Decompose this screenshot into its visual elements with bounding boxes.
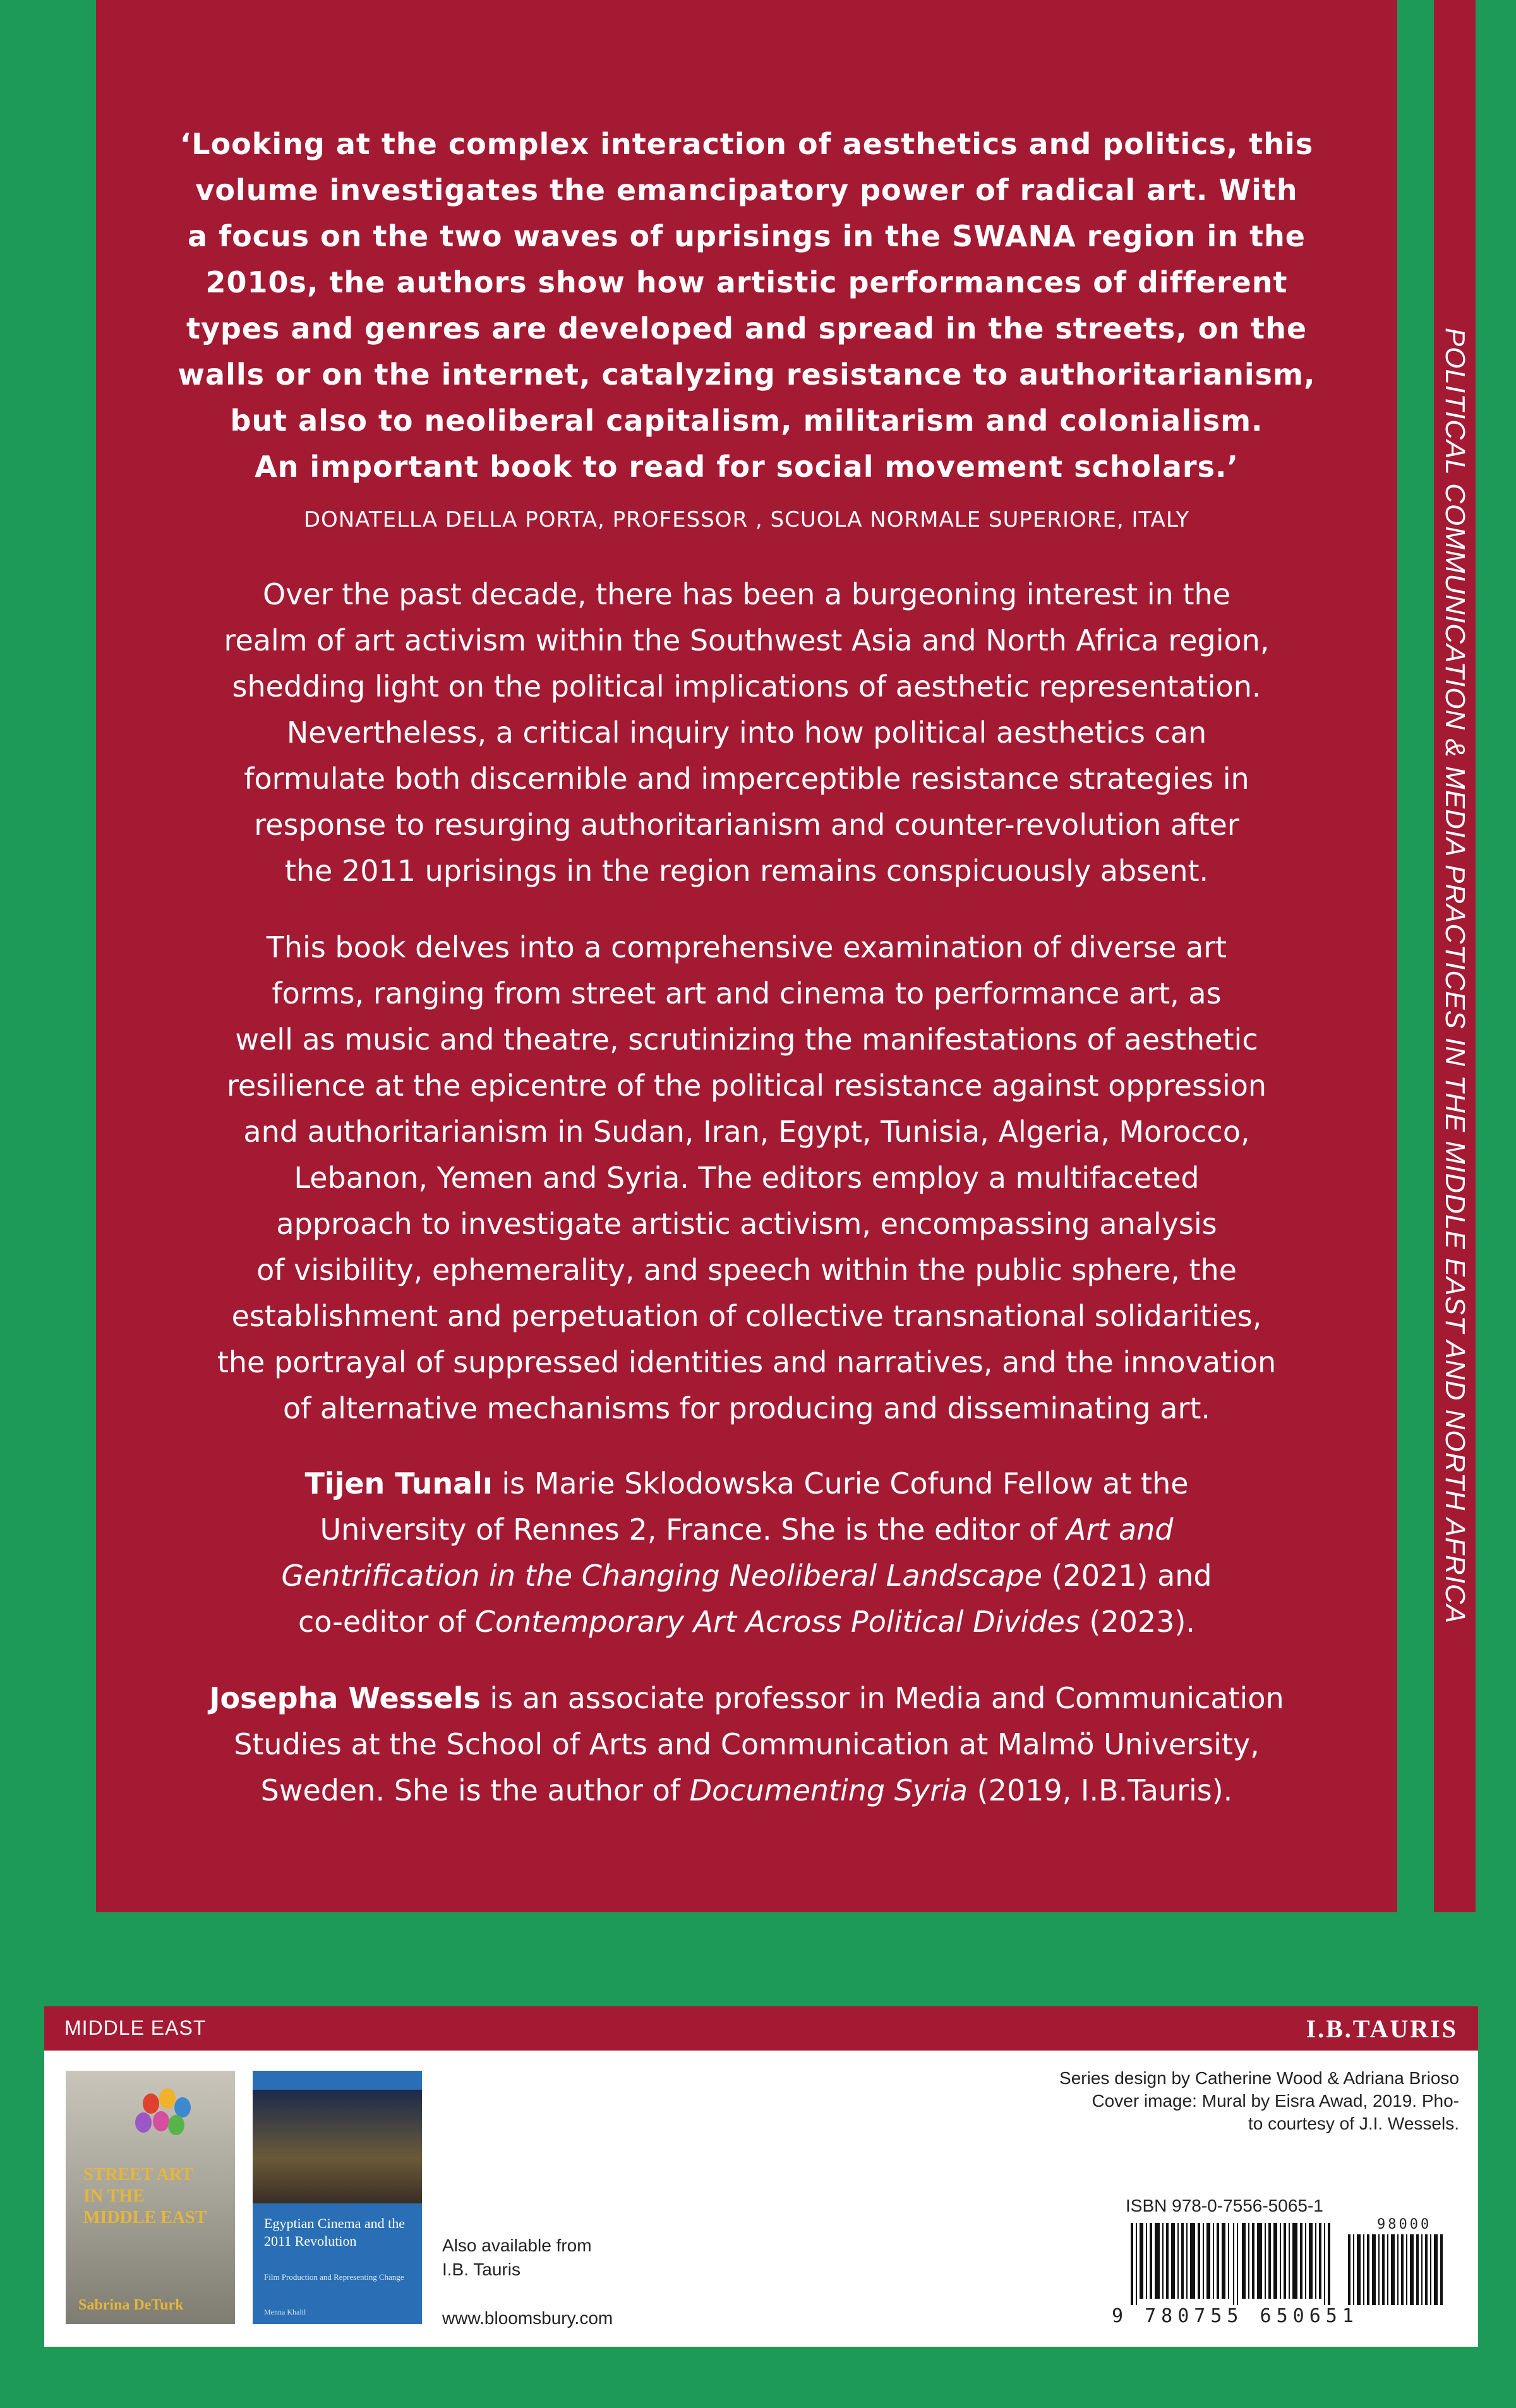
endorsement-quote [96, 121, 1397, 490]
quote-line: but also to neoliberal capitalism, militarism and colonialism. [230, 404, 1263, 438]
bio-text: (2021) and [1042, 1559, 1212, 1593]
series-title-vertical: POLITICAL COMMUNICATION & MEDIA PRACTICES IN THE MIDDLE EAST AND NORTH AFRICA [1440, 327, 1471, 1624]
balloon-icon [159, 2088, 176, 2109]
cover-photo [253, 2090, 422, 2203]
paragraph-line: the portrayal of suppressed identities and narratives, and the innovation [217, 1345, 1277, 1379]
book-title: Gentrification in the Changing Neoliberal Landscape [281, 1559, 1042, 1593]
paragraph-line: establishment and perpetuation of collective transnational solidarities, [231, 1299, 1262, 1333]
paragraph-line: forms, ranging from street art and cinema to performance art, as [272, 976, 1222, 1010]
design-credits [903, 2067, 1459, 2135]
series-label: MIDDLE EAST [64, 2016, 207, 2039]
quote-line: a focus on the two waves of uprisings in the SWANA region in the [188, 219, 1306, 253]
thumb-title: STREET ART IN THE MIDDLE EAST [83, 2165, 207, 2227]
balloon-icon [135, 2112, 152, 2133]
editor-bio-wessels [96, 1675, 1397, 1814]
series-bar [44, 2006, 1478, 2051]
editor-name: Tijen Tunalı [304, 1466, 493, 1501]
barcode-icon [1131, 2223, 1447, 2305]
description-paragraph-1 [96, 572, 1397, 894]
website-link[interactable]: www.bloomsbury.com [442, 2308, 613, 2328]
bio-text: is an associate professor in Media and Communication [480, 1681, 1284, 1715]
bio-line [96, 1553, 1397, 1599]
credit-line: to courtesy of J.I. Wessels. [1248, 2114, 1459, 2133]
bio-text: (2019, I.B.Tauris). [968, 1773, 1233, 1807]
credit-line: Series design by Catherine Wood & Adriana Brioso [1059, 2068, 1459, 2088]
quote-line: walls or on the internet, catalyzing resistance to authoritarianism, [177, 357, 1316, 392]
bio-text: University of Rennes 2, France. She is the editor of [320, 1512, 1066, 1547]
endorsement-attribution: DONATELLA DELLA PORTA, PROFESSOR , SCUOLA NORMALE SUPERIORE, ITALY [303, 507, 1190, 532]
paragraph-line: well as music and theatre, scrutinizing the manifestations of aesthetic [235, 1022, 1258, 1057]
paragraph-line: Over the past decade, there has been a burgeoning interest in the [263, 577, 1230, 611]
editor-bio-tunali [96, 1461, 1397, 1645]
bio-text: (2023). [1080, 1605, 1196, 1639]
paragraph-line: This book delves into a comprehensive examination of diverse art [266, 930, 1227, 964]
description-paragraph-2 [96, 925, 1397, 1432]
paragraph-line: the 2011 uprisings in the region remains conspicuously absent. [284, 854, 1209, 888]
bio-line: Studies at the School of Arts and Communication at Malmö University, [234, 1727, 1260, 1761]
paragraph-line: formulate both discernible and imperceptible resistance strategies in [244, 762, 1249, 796]
balloon-icon [153, 2111, 169, 2131]
quote-line: types and genres are developed and spread in the streets, on the [186, 311, 1308, 345]
paragraph-line: approach to investigate artistic activism, encompassing analysis [276, 1207, 1217, 1241]
editor-name: Josepha Wessels [209, 1681, 481, 1715]
price-code: 98000 [1377, 2217, 1432, 2232]
balloon-icon [168, 2115, 184, 2135]
credit-line: Cover image: Mural by Eisra Awad, 2019. Pho- [1092, 2091, 1459, 2111]
quote-line: An important book to read for social movement scholars.’ [255, 450, 1239, 484]
related-book-cover-egyptian-cinema[interactable] [253, 2071, 422, 2324]
bio-line [96, 1507, 1397, 1553]
bio-text: co-editor of [298, 1605, 475, 1639]
also-line: I.B. Tauris [442, 2260, 520, 2279]
bio-line [96, 1768, 1397, 1814]
thumb-subtitle: Film Production and Representing Change [264, 2272, 404, 2282]
thumb-title: Egyptian Cinema and the 2011 Revolution [264, 2215, 405, 2249]
publisher-logo: I.B.TAURIS [1306, 2015, 1458, 2043]
bio-text: Sweden. She is the author of [260, 1773, 690, 1807]
paragraph-line: of visibility, ephemerality, and speech within the public sphere, the [256, 1253, 1237, 1287]
also-line: Also available from [442, 2236, 592, 2255]
paragraph-line: Lebanon, Yemen and Syria. The editors employ a multifaceted [294, 1161, 1200, 1195]
paragraph-line: realm of art activism within the Southwest Asia and North Africa region, [224, 623, 1270, 657]
thumb-author: Menna Khalil [264, 2308, 306, 2316]
quote-line: 2010s, the authors show how artistic performances of different [205, 265, 1288, 299]
book-title: Contemporary Art Across Political Divides [474, 1605, 1080, 1639]
bio-text: is Marie Sklodowska Curie Cofund Fellow at the [492, 1466, 1189, 1501]
paragraph-line: resilience at the epicentre of the political resistance against oppression [226, 1069, 1267, 1103]
book-title: Art and [1066, 1512, 1174, 1547]
thumb-author: Sabrina DeTurk [78, 2297, 184, 2313]
paragraph-line: shedding light on the political implications of aesthetic representation. [232, 669, 1261, 704]
paragraph-line: Nevertheless, a critical inquiry into how political aesthetics can [286, 716, 1207, 750]
isbn-label: ISBN 978-0-7556-5065-1 [1126, 2196, 1323, 2215]
barcode-number: 9 780755 650651 [1112, 2305, 1359, 2327]
bio-line [96, 1461, 1397, 1507]
bio-line [96, 1599, 1397, 1645]
paragraph-line: response to resurging authoritarianism and counter-revolution after [254, 808, 1239, 842]
bio-line [96, 1675, 1397, 1722]
book-title: Documenting Syria [689, 1773, 968, 1807]
balloon-icon [143, 2094, 159, 2114]
also-available-note [442, 2234, 592, 2282]
related-book-cover-street-art[interactable] [66, 2071, 235, 2324]
paragraph-line: of alternative mechanisms for producing and disseminating art. [282, 1391, 1211, 1425]
paragraph-line: and authoritarianism in Sudan, Iran, Egypt, Tunisia, Algeria, Morocco, [243, 1115, 1250, 1149]
quote-line: ‘Looking at the complex interaction of aesthetics and politics, this [179, 127, 1314, 161]
quote-line: volume investigates the emancipatory power of radical art. With [195, 173, 1298, 207]
